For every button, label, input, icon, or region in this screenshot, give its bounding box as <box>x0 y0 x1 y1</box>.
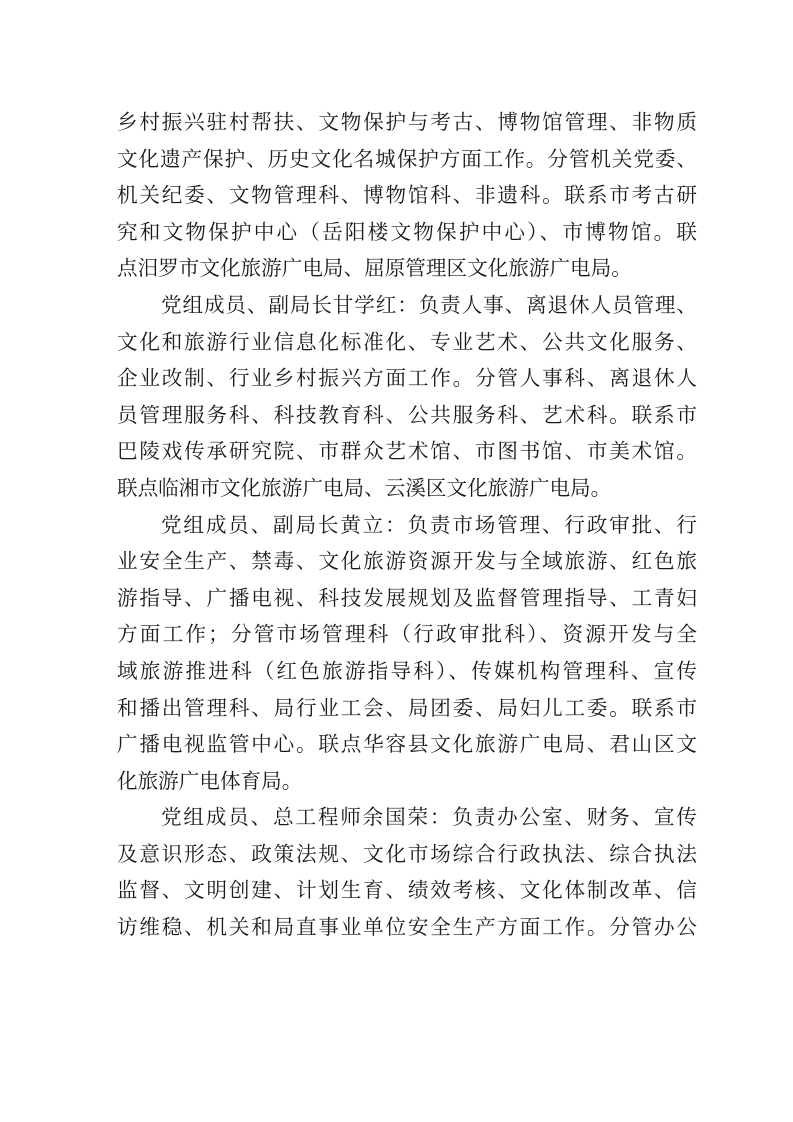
text-line: 乡村振兴驻村帮扶、文物保护与考古、博物馆管理、非物质 <box>117 110 697 134</box>
paragraph-gan-xuehong <box>117 287 697 507</box>
text-line: 党组成员、副局长黄立：负责市场管理、行政审批、行 <box>161 512 697 537</box>
text-line: 业安全生产、禁毒、文化旅游资源开发与全域旅游、红色旅 <box>117 549 697 574</box>
paragraph-huang-li <box>117 507 697 800</box>
paragraph-heritage-duties <box>117 104 697 287</box>
text-line: 化旅游广电体育局。 <box>117 768 303 793</box>
text-line: 方面工作；分管市场管理科（行政审批科）、资源开发与全 <box>117 622 697 647</box>
text-line: 巴陵戏传承研究院、市群众艺术馆、市图书馆、市美术馆。 <box>117 439 697 464</box>
text-line: 文化和旅游行业信息化标准化、专业艺术、公共文化服务、 <box>117 329 697 354</box>
text-line: 监督、文明创建、计划生育、绩效考核、文化体制改革、信 <box>117 878 697 903</box>
text-line: 机关纪委、文物管理科、博物馆科、非遗科。联系市考古研 <box>117 183 697 208</box>
text-line: 文化遗产保护、历史文化名城保护方面工作。分管机关党委、 <box>117 146 697 171</box>
text-line: 点汨罗市文化旅游广电局、屈原管理区文化旅游广电局。 <box>117 256 632 281</box>
text-line: 联点临湘市文化旅游广电局、云溪区文化旅游广电局。 <box>117 475 612 500</box>
document-body <box>117 104 697 946</box>
text-line: 企业改制、行业乡村振兴方面工作。分管人事科、离退休人 <box>117 366 697 391</box>
text-line: 及意识形态、政策法规、文化市场综合行政执法、综合执法 <box>117 841 697 866</box>
text-line: 究和文物保护中心（岳阳楼文物保护中心）、市博物馆。联 <box>117 219 697 244</box>
text-line: 党组成员、副局长甘学红：负责人事、离退休人员管理、 <box>161 292 697 317</box>
text-line: 和播出管理科、局行业工会、局团委、局妇儿工委。联系市 <box>117 695 697 720</box>
text-line: 游指导、广播电视、科技发展规划及监督管理指导、工青妇 <box>117 585 697 610</box>
text-line: 员管理服务科、科技教育科、公共服务科、艺术科。联系市 <box>117 402 697 427</box>
text-line: 访维稳、机关和局直事业单位安全生产方面工作。分管办公 <box>117 915 697 940</box>
paragraph-yu-guorong <box>117 799 697 945</box>
text-line: 域旅游推进科（红色旅游指导科）、传媒机构管理科、宣传 <box>117 658 697 683</box>
text-line: 广播电视监管中心。联点华容县文化旅游广电局、君山区文 <box>117 732 697 757</box>
text-line: 党组成员、总工程师余国荣：负责办公室、财务、宣传 <box>161 805 697 830</box>
